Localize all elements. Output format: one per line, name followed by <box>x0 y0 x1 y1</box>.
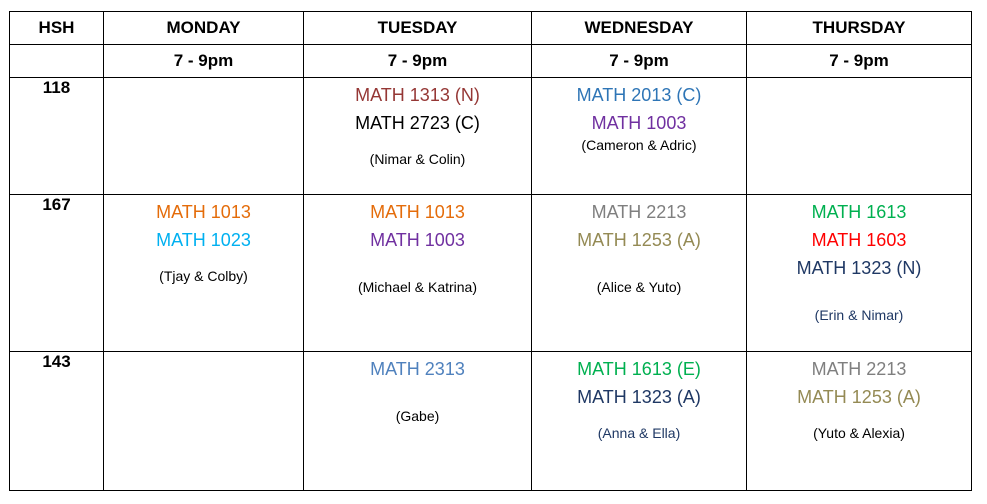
course-label: MATH 1613 <box>811 202 907 222</box>
course-label: MATH 1613 (E) <box>577 359 701 379</box>
course-label: MATH 1253 (A) <box>577 230 701 250</box>
tutor-names: (Gabe) <box>395 408 440 424</box>
room-number: 118 <box>10 78 104 195</box>
course-label: MATH 1003 <box>591 113 687 133</box>
session-cell <box>747 352 972 491</box>
course-label: MATH 1003 <box>370 230 465 250</box>
tutor-names: (Erin & Nimar) <box>814 307 904 323</box>
time-thursday: 7 - 9pm <box>747 45 972 78</box>
course-label: MATH 2013 (C) <box>576 85 702 105</box>
course-label: MATH 1323 (N) <box>796 258 922 278</box>
session-cell <box>304 195 532 352</box>
course-label: MATH 2213 <box>591 202 687 222</box>
room-number: 167 <box>10 195 104 352</box>
room-row-143 <box>10 352 972 491</box>
room-row-118 <box>10 78 972 195</box>
course-label: MATH 1013 <box>156 202 251 222</box>
room-row-167 <box>10 195 972 352</box>
session-cell <box>304 352 532 491</box>
time-monday: 7 - 9pm <box>104 45 304 78</box>
session-cell <box>532 352 747 491</box>
session-cell <box>104 195 304 352</box>
tutor-names: (Michael & Katrina) <box>357 279 478 295</box>
session-cell <box>532 78 747 195</box>
header-row <box>10 12 972 45</box>
tutor-names: (Yuto & Alexia) <box>813 425 905 441</box>
time-tuesday: 7 - 9pm <box>304 45 532 78</box>
schedule-table <box>9 11 972 491</box>
day-header-wednesday: WEDNESDAY <box>532 12 747 45</box>
course-label: MATH 1323 (A) <box>577 387 701 407</box>
course-label: MATH 2213 <box>811 359 907 379</box>
course-label: MATH 2723 (C) <box>355 113 480 133</box>
tutor-names: (Cameron & Adric) <box>581 137 697 153</box>
session-cell <box>747 195 972 352</box>
tutor-names: (Anna & Ella) <box>597 425 681 441</box>
tutor-names: (Tjay & Colby) <box>159 268 248 284</box>
time-row <box>10 45 972 78</box>
session-cell <box>747 78 972 195</box>
course-label: MATH 1603 <box>811 230 907 250</box>
session-cell <box>304 78 532 195</box>
course-label: MATH 2313 <box>370 359 465 379</box>
course-label: MATH 1313 (N) <box>355 85 480 105</box>
course-label: MATH 1253 (A) <box>797 387 921 407</box>
tutor-names: (Alice & Yuto) <box>596 279 682 295</box>
course-label: MATH 1013 <box>370 202 465 222</box>
course-label: MATH 1023 <box>156 230 251 250</box>
session-cell <box>104 352 304 491</box>
time-blank-cell <box>10 45 104 78</box>
day-header-monday: MONDAY <box>104 12 304 45</box>
time-wednesday: 7 - 9pm <box>532 45 747 78</box>
day-header-thursday: THURSDAY <box>747 12 972 45</box>
room-header: HSH <box>10 12 104 45</box>
tutor-names: (Nimar & Colin) <box>369 151 466 167</box>
day-header-tuesday: TUESDAY <box>304 12 532 45</box>
session-cell <box>104 78 304 195</box>
session-cell <box>532 195 747 352</box>
room-number: 143 <box>10 352 104 491</box>
